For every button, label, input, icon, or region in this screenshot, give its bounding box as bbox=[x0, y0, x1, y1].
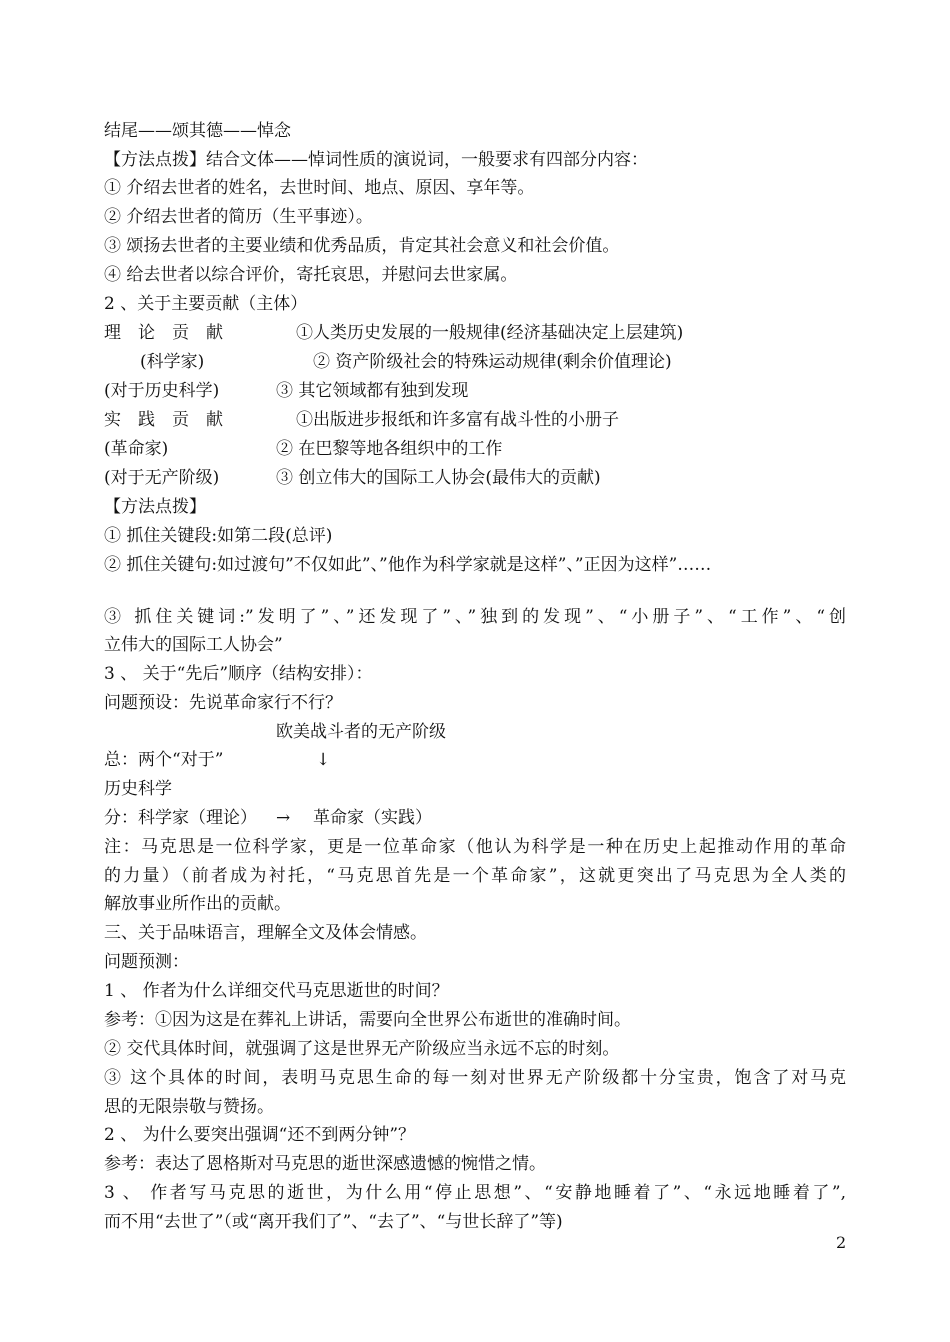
split-line: 分：科学家（理论） bbox=[104, 808, 257, 828]
tip-item-4: ④ 给去世者以综合评价，寄托哀思，并慰问去世家属。 bbox=[104, 265, 518, 285]
tip-item-2: ② 介绍去世者的简历（生平事迹）。 bbox=[104, 207, 373, 227]
answer-2: 参考：表达了恩格斯对马克思的逝世深感遗憾的惋惜之情。 bbox=[104, 1154, 546, 1174]
method-tip-2-point-1: ① 抓住关键段:如第二段(总评) bbox=[104, 526, 333, 546]
right-arrow-icon: → bbox=[276, 808, 291, 828]
note-line-2: 的力量）（前者成为衬托，“马克思首先是一个革命家”，这就更突出了马克思为全人类的 bbox=[104, 866, 846, 886]
total-line: 总：两个“对于” bbox=[104, 750, 224, 770]
theory-item-2: ② 资产阶级社会的特殊运动规律(剩余价值理论) bbox=[313, 352, 672, 372]
theory-item-3: ③ 其它领域都有独到发现 bbox=[276, 381, 469, 401]
tip-item-3: ③ 颂扬去世者的主要业绩和优秀品质，肯定其社会意义和社会价值。 bbox=[104, 236, 620, 256]
question-1: 1 、 作者为什么详细交代马克思逝世的时间？ bbox=[104, 981, 449, 1001]
practice-item-1: ①出版进步报纸和许多富有战斗性的小册子 bbox=[296, 410, 619, 430]
question-3a: 3 、 作者写马克思的逝世，为什么用“停止思想”、“安静地睡着了”、“永远地睡着了”, bbox=[104, 1183, 846, 1203]
part-3-heading: 三、关于品味语言，理解全文及体会情感。 bbox=[104, 923, 427, 943]
question-3b: 而不用“去世了”（或“离开我们了”、“去了”、“与世长辞了”等) bbox=[104, 1212, 563, 1232]
history-science-line: 历史科学 bbox=[104, 779, 172, 799]
ending-line: 结尾——颂其德——悼念 bbox=[104, 121, 291, 141]
down-arrow-icon: ↓ bbox=[316, 750, 331, 770]
proletariat-note: 欧美战斗者的无产阶级 bbox=[276, 722, 446, 742]
preset-question: 问题预设：先说革命家行不行？ bbox=[104, 693, 342, 713]
theory-item-1: ①人类历史发展的一般规律(经济基础决定上层建筑) bbox=[296, 323, 684, 343]
answer-1-part-3b: 思的无限崇敬与赞扬。 bbox=[104, 1097, 274, 1117]
theory-contribution-label: 理 论 贡 献 bbox=[104, 323, 223, 343]
section-2-heading: 2 、关于主要贡献（主体） bbox=[104, 294, 308, 314]
practice-contribution-label: 实 践 贡 献 bbox=[104, 410, 223, 430]
answer-1-part-3a: ③ 这个具体的时间，表明马克思生命的每一刻对世界无产阶级都十分宝贵，饱含了对马克 bbox=[104, 1068, 846, 1088]
method-tip-2-point-2: ② 抓住关键句:如过渡句”不仅如此”、”他作为科学家就是这样”、”正因为这样”…… bbox=[104, 555, 712, 575]
question-2: 2 、 为什么要突出强调“还不到两分钟”？ bbox=[104, 1125, 416, 1145]
answer-1-part-1: 参考：①因为这是在葬礼上讲话，需要向全世界公布逝世的准确时间。 bbox=[104, 1010, 631, 1030]
answer-1-part-2: ② 交代具体时间，就强调了这是世界无产阶级应当永远不忘的时刻。 bbox=[104, 1039, 620, 1059]
method-tip-2-point-3b: 立伟大的国际工人协会” bbox=[104, 635, 283, 655]
page-number: 2 bbox=[836, 1233, 847, 1252]
scientist-label: (科学家) bbox=[140, 352, 205, 372]
tip-item-1: ① 介绍去世者的姓名，去世时间、地点、原因、享年等。 bbox=[104, 178, 535, 198]
revolutionary-practice: 革命家（实践） bbox=[313, 808, 432, 828]
history-science-label: (对于历史科学) bbox=[104, 381, 220, 401]
note-line-3: 解放事业所作出的贡献。 bbox=[104, 894, 291, 914]
revolutionary-label: (革命家) bbox=[104, 439, 169, 459]
practice-item-3: ③ 创立伟大的国际工人协会(最伟大的贡献) bbox=[276, 468, 601, 488]
note-line-1: 注：马克思是一位科学家，更是一位革命家（他认为科学是一种在历史上起推动作用的革命 bbox=[104, 837, 846, 857]
proletariat-label: (对于无产阶级) bbox=[104, 468, 220, 488]
section-3-heading: 3 、 关于“先后”顺序（结构安排）： bbox=[104, 664, 373, 684]
practice-item-2: ② 在巴黎等地各组织中的工作 bbox=[276, 439, 503, 459]
method-tip-2-title: 【方法点拨】 bbox=[104, 497, 206, 517]
question-forecast: 问题预测： bbox=[104, 952, 189, 972]
method-tip-line: 【方法点拨】结合文体——悼词性质的演说词，一般要求有四部分内容： bbox=[104, 150, 648, 170]
method-tip-2-point-3a: ③ 抓住关键词:”发明了”、”还发现了”、”独到的发现”、“小册子”、“工作”、“创 bbox=[104, 607, 846, 627]
